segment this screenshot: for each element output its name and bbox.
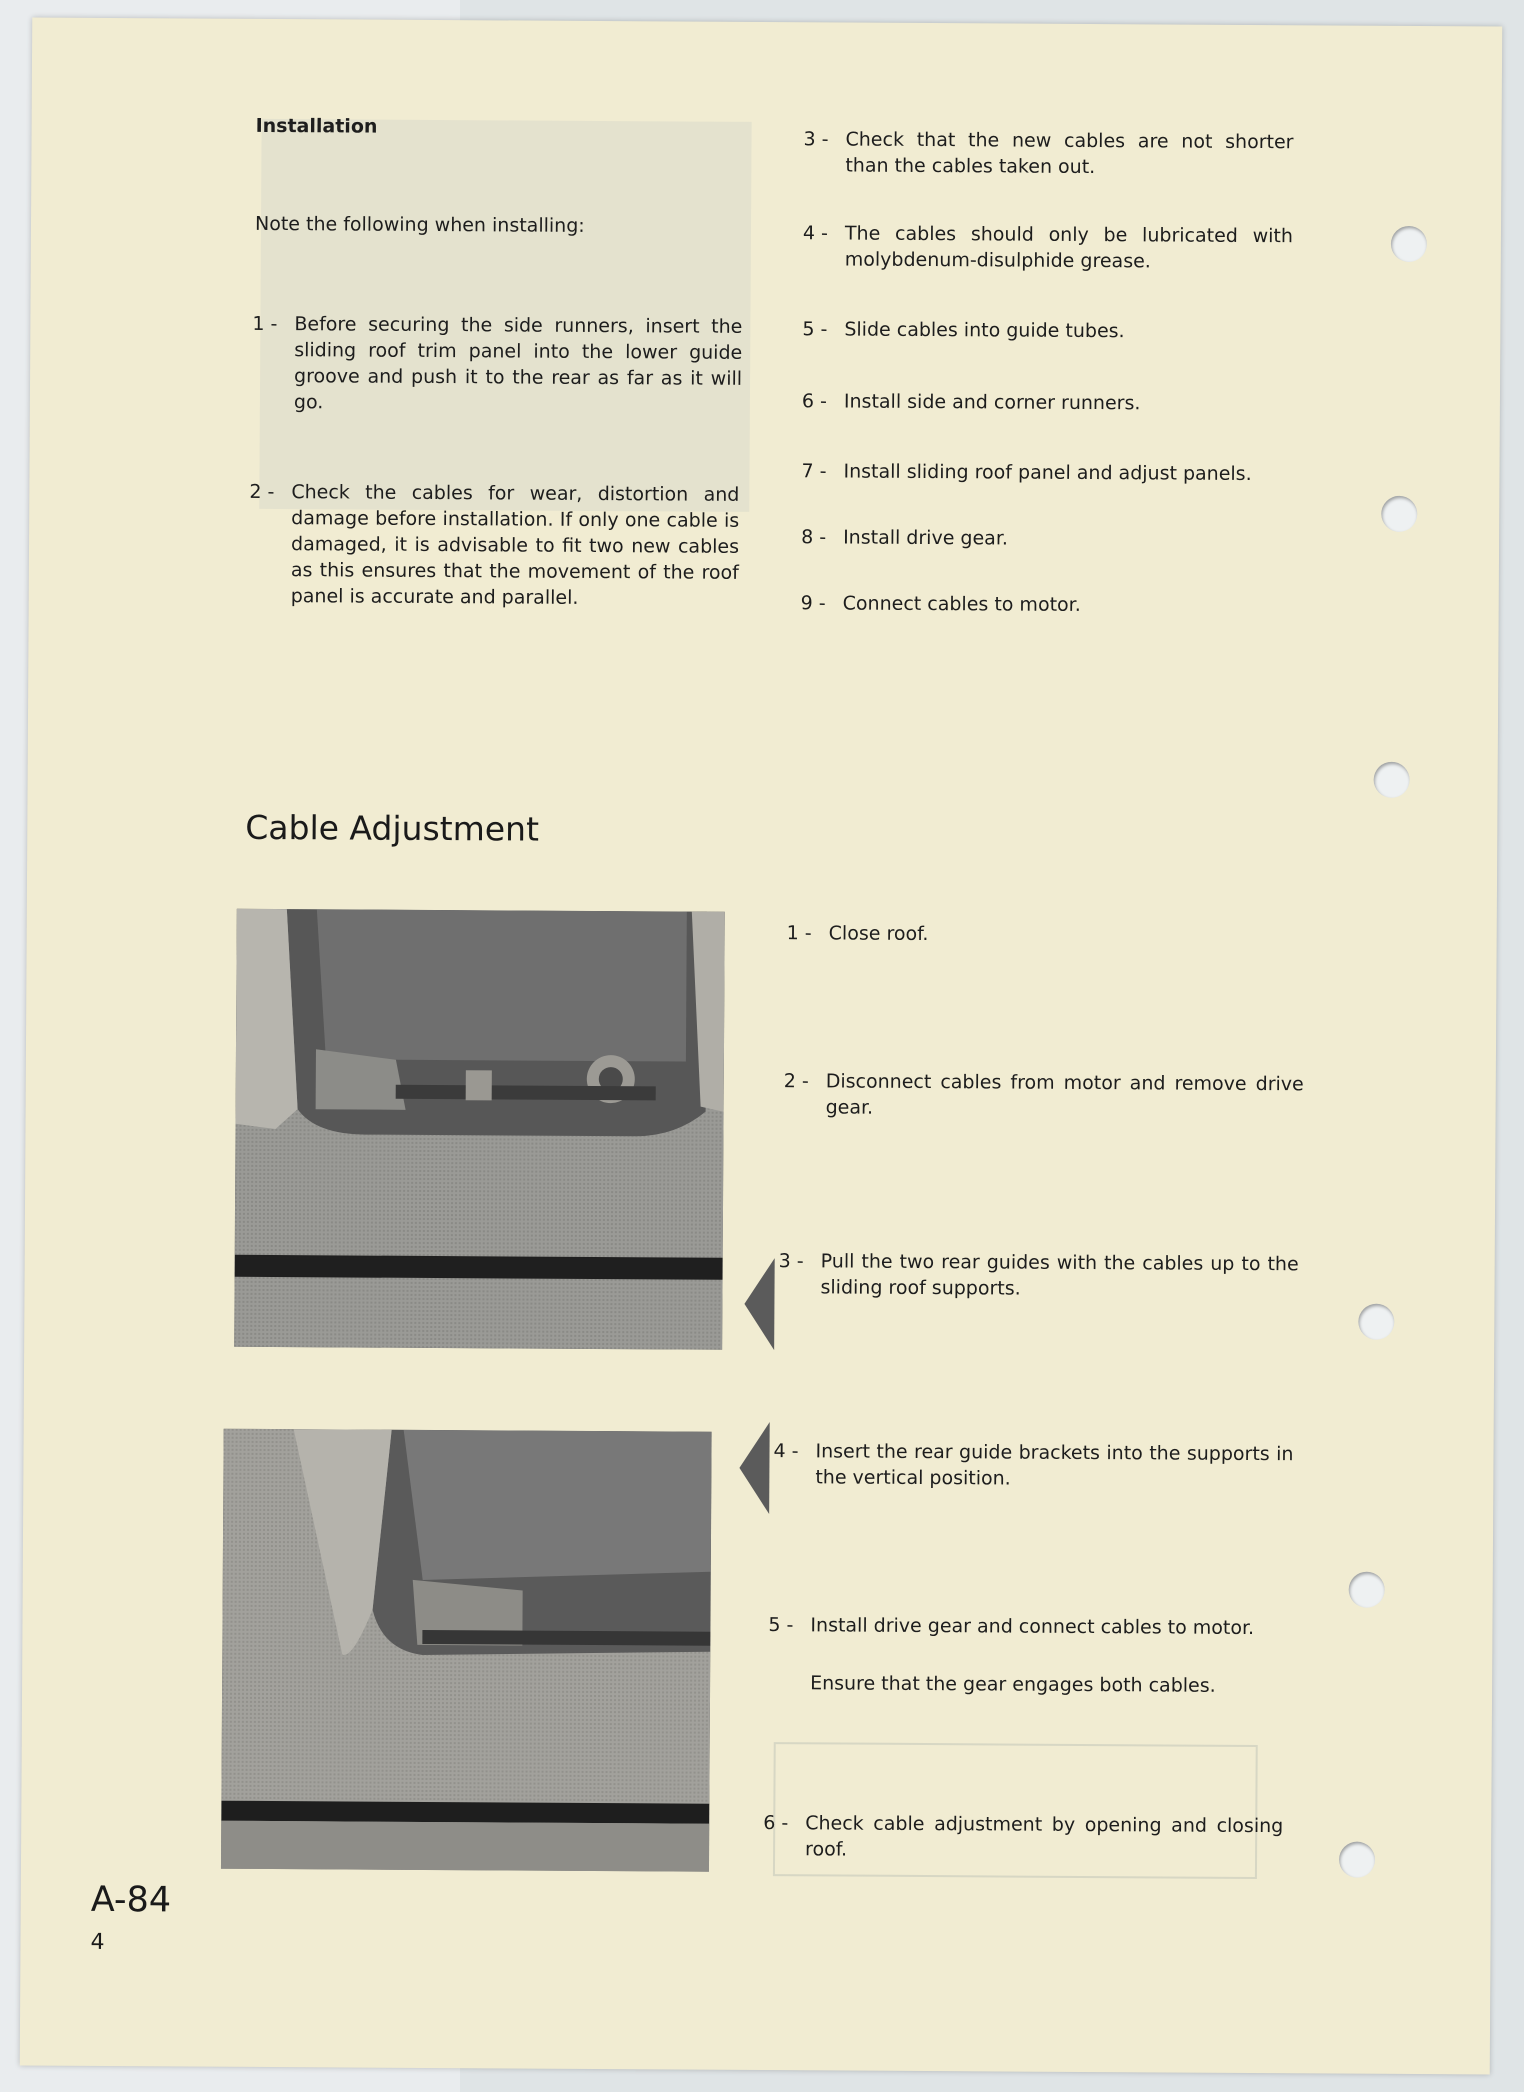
install-step-6: [802, 388, 1292, 417]
pointer-arrow-icon: [744, 1258, 775, 1350]
step-text: Install drive gear and connect cables to motor.: [810, 1614, 1255, 1640]
step-text: Install side and corner runners.: [843, 390, 1141, 415]
step-number: 9 -: [800, 592, 826, 615]
adjust-step-5-note: Ensure that the gear engages both cables.: [810, 1672, 1216, 1697]
cable-adjustment-title: Cable Adjustment: [245, 807, 540, 849]
install-step-4: [803, 220, 1293, 275]
pointer-arrow-icon: [739, 1422, 770, 1514]
binder-hole: [1339, 1842, 1375, 1878]
photo-roof-opening-top: [234, 909, 725, 1350]
install-step-8: [801, 524, 1291, 553]
adjust-step-6: [763, 1810, 1283, 1865]
install-step-7: [801, 458, 1291, 487]
step-number: 6 -: [763, 1812, 789, 1835]
binder-hole: [1374, 762, 1410, 798]
install-step-3: [803, 126, 1293, 181]
step-number: 5 -: [768, 1614, 794, 1637]
step-text: Check cable adjustment by opening and closing roof.: [805, 1812, 1284, 1861]
step-text: The cables should only be lubricated with molybdenum-disulphide grease.: [844, 222, 1294, 273]
binder-hole: [1349, 1572, 1385, 1608]
step-text: Insert the rear guide brackets into the supports in the vertical position.: [815, 1440, 1294, 1490]
step-text: Install sliding roof panel and adjust panels.: [843, 460, 1252, 485]
step-number: 4 -: [773, 1440, 799, 1463]
step-text: Disconnect cables from motor and remove drive gear.: [825, 1070, 1304, 1119]
photo-illustration: [221, 1429, 712, 1872]
manual-page: [20, 18, 1502, 2075]
step-text: Close roof.: [828, 922, 929, 946]
step-number: 1 -: [252, 312, 278, 336]
install-step-5: [802, 316, 1292, 345]
step-number: 2 -: [249, 480, 275, 504]
binder-hole: [1358, 1304, 1394, 1340]
adjust-step-5: [768, 1612, 1288, 1641]
step-number: 2 -: [783, 1070, 809, 1093]
step-text: Install drive gear.: [843, 526, 1009, 550]
step-text: Before securing the side runners, insert the sliding roof trim panel into the lower guide groove and push it to the rear as far as it will go.: [293, 313, 743, 414]
step-number: 3 -: [778, 1250, 804, 1273]
page-number: 4: [90, 1929, 105, 1956]
photo-roof-opening-corner: [221, 1429, 712, 1872]
step-text: Check that the new cables are not shorter than the cables taken out.: [845, 128, 1294, 179]
installation-heading: Installation: [255, 114, 378, 138]
adjust-step-2: [784, 1068, 1304, 1123]
install-step-1: [252, 311, 743, 418]
step-number: 1 -: [786, 922, 812, 945]
binder-hole: [1381, 496, 1417, 532]
adjust-step-1: [787, 920, 1307, 949]
install-step-2: [249, 479, 740, 612]
adjust-step-3: [778, 1248, 1298, 1303]
step-text: Slide cables into guide tubes.: [844, 318, 1125, 343]
step-number: 3 -: [803, 128, 829, 151]
step-number: 7 -: [801, 460, 827, 483]
install-step-9: [801, 590, 1291, 619]
binder-hole: [1391, 226, 1427, 262]
step-text: Connect cables to motor.: [842, 592, 1081, 616]
step-text: Check the cables for wear, distortion and damage before installation. If only one cable is damaged, it is advisable to fit two new cables as this ensures that the movement of the roof panel is accurate and parallel.: [290, 481, 740, 609]
adjust-step-4: [773, 1438, 1293, 1493]
step-number: 4 -: [802, 222, 829, 245]
installation-note: Note the following when installing:: [254, 212, 585, 237]
page-code: A-84: [90, 1879, 172, 1921]
step-number: 8 -: [801, 526, 827, 549]
step-text: Pull the two rear guides with the cables up to the sliding roof supports.: [820, 1250, 1299, 1300]
step-number: 6 -: [801, 390, 827, 413]
photo-illustration: [234, 909, 725, 1350]
step-number: 5 -: [802, 318, 828, 341]
